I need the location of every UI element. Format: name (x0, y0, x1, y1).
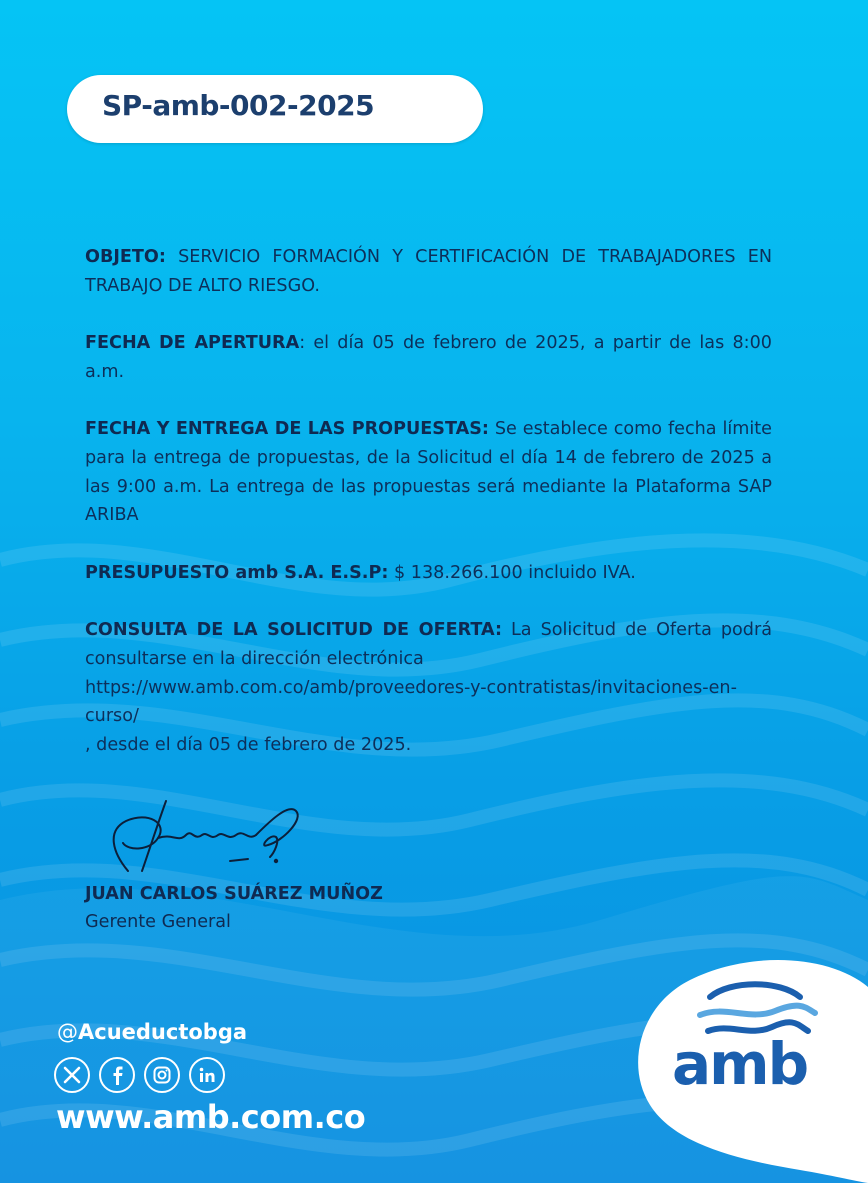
social-handle[interactable]: @Acueductobga (57, 1020, 248, 1044)
presupuesto-paragraph (85, 559, 772, 588)
entrega-text: Se establece como fecha límite para la entrega de propuestas, de la Solicitud el día 14 de febrero de 2025 a las 9:00 a.m. La entrega de las propuestas será mediante la Plataforma SAP ARIBA (85, 419, 772, 526)
website-link[interactable]: www.amb.com.co (56, 1098, 366, 1136)
code-pill (67, 75, 483, 143)
objeto-text: SERVICIO FORMACIÓN Y CERTIFICACIÓN DE TRABAJADORES EN TRABAJO DE ALTO RIESGO. (85, 247, 772, 296)
instagram-icon[interactable] (144, 1057, 180, 1093)
consulta-url[interactable]: https://www.amb.com.co/amb/proveedores-y-contratistas/invitaciones-en-curso/ (85, 677, 737, 727)
presupuesto-text: $ 138.266.100 incluido IVA. (388, 562, 636, 583)
process-code: SP-amb-002-2025 (102, 89, 375, 122)
consulta-label: CONSULTA DE LA SOLICITUD DE OFERTA: (85, 620, 502, 641)
signer-role: Gerente General (85, 912, 231, 932)
linkedin-icon[interactable] (189, 1057, 225, 1093)
consulta-text: La Solicitud de Oferta podrá consultarse en la dirección electrónica (85, 620, 772, 669)
apertura-text: : el día 05 de febrero de 2025, a partir de las 8:00 a.m. (85, 333, 772, 382)
signature-image (98, 793, 308, 881)
consulta-paragraph (85, 616, 772, 759)
entrega-label: FECHA Y ENTREGA DE LAS PROPUESTAS: (85, 419, 489, 440)
amb-logo: amb (672, 1030, 808, 1098)
signer-name: JUAN CARLOS SUÁREZ MUÑOZ (85, 884, 383, 904)
announcement-body (85, 243, 772, 788)
apertura-label: FECHA DE APERTURA (85, 333, 300, 354)
objeto-label: OBJETO: (85, 247, 166, 267)
apertura-paragraph (85, 329, 772, 386)
social-icons (54, 1057, 225, 1093)
entrega-paragraph (85, 415, 772, 529)
objeto-paragraph (85, 243, 772, 300)
consulta-tail: , desde el día 05 de febrero de 2025. (85, 734, 412, 755)
facebook-icon[interactable] (99, 1057, 135, 1093)
x-icon[interactable] (54, 1057, 90, 1093)
presupuesto-label: PRESUPUESTO amb S.A. E.S.P: (85, 562, 389, 583)
